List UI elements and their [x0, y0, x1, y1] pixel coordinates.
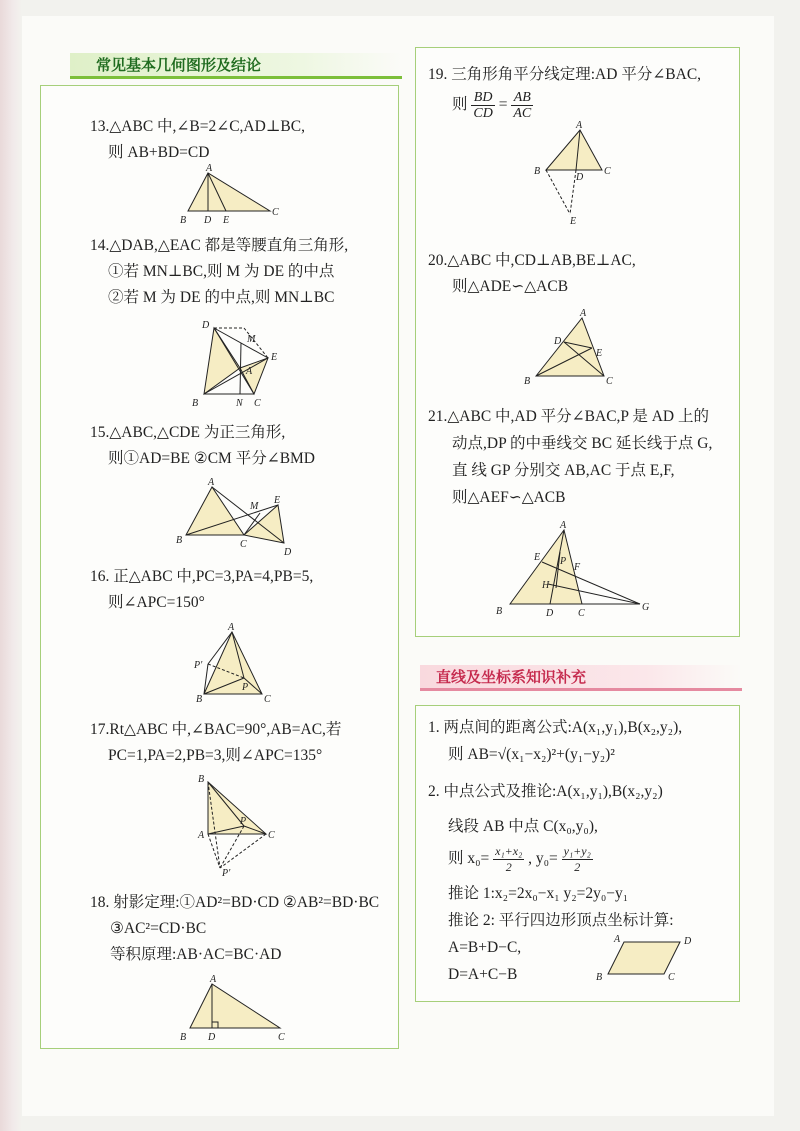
fig15-label-C: C	[240, 539, 247, 550]
parallelogram-figure	[594, 932, 704, 984]
item-21-conclusion: 则△AEF∽△ACB	[452, 489, 566, 506]
fig17-label-P: P	[240, 816, 247, 827]
para-label-C: C	[668, 972, 675, 983]
fig19-label-B: B	[534, 166, 541, 177]
fig14-label-M: M	[247, 334, 256, 345]
fig17-label-C: C	[268, 830, 275, 841]
fig17-label-A: A	[198, 830, 205, 841]
section-heading-geometry: 常见基本几何图形及结论	[70, 53, 402, 79]
fig15-label-A: A	[208, 477, 215, 488]
item-19-equals: =	[498, 96, 508, 113]
distance-formula-title: 1. 两点间的距离公式:A(x₁,y₁),B(x₂,y₂),	[428, 719, 683, 736]
item-20-conclusion: 则△ADE∽△ACB	[452, 278, 569, 295]
item-13-conclusion: 则 AB+BD=CD	[108, 144, 210, 161]
para-label-A: A	[614, 934, 621, 945]
item-18-statement: 18. 射影定理:①AD²=BD·CD ②AB²=BD·BC	[90, 894, 380, 911]
section-heading-coordinates: 直线及坐标系知识补充	[420, 665, 742, 691]
figure-17	[196, 774, 286, 878]
fig13-label-C: C	[272, 207, 279, 218]
fig20-label-D: D	[554, 336, 562, 347]
item-15-statement: 15.△ABC,△CDE 为正三角形,	[90, 424, 286, 441]
fig17-label-B: B	[198, 774, 205, 785]
fig21-label-C: C	[578, 608, 585, 619]
fig20-label-A: A	[580, 308, 587, 319]
item-14-case-1: ①若 MN⊥BC,则 M 为 DE 的中点	[108, 263, 335, 280]
fig14-label-C: C	[254, 398, 261, 409]
fig14-label-D: D	[202, 320, 210, 331]
fig15-label-M: M	[250, 501, 259, 512]
item-17-statement: 17.Rt△ABC 中,∠BAC=90°,AB=AC,若	[90, 721, 342, 738]
item-16-statement: 16. 正△ABC 中,PC=3,PA=4,PB=5,	[90, 568, 314, 585]
fig18-label-C: C	[278, 1032, 285, 1043]
fig16-label-P: P	[242, 682, 249, 693]
fig18-label-D: D	[208, 1032, 216, 1043]
fig21-label-A: A	[560, 520, 567, 531]
para-label-B: B	[596, 972, 603, 983]
item-15-conclusion: 则①AD=BE ②CM 平分∠BMD	[108, 450, 316, 467]
fig16-label-C: C	[264, 694, 271, 705]
fig14-label-A: A	[246, 366, 253, 377]
fig19-label-C: C	[604, 166, 611, 177]
fig20-label-B: B	[524, 376, 531, 387]
fig20-label-C: C	[606, 376, 613, 387]
item-16-conclusion: 则∠APC=150°	[108, 594, 205, 611]
page-edge	[0, 0, 22, 1131]
fig13-label-D: D	[204, 215, 212, 226]
fig19-label-E: E	[570, 216, 577, 227]
item-19-prefix: 则	[452, 96, 468, 113]
item-19-conclusion	[452, 88, 533, 122]
item-14-statement: 14.△DAB,△EAC 都是等腰直角三角形,	[90, 237, 349, 254]
fig21-label-D: D	[546, 608, 554, 619]
corollary-1: 推论 1:x₂=2x₀−x₁ y₂=2y₀−y₁	[448, 885, 629, 902]
fig19-label-D: D	[576, 172, 584, 183]
figure-20	[520, 310, 620, 388]
parallelogram-eq-1: A=B+D−C,	[448, 939, 522, 956]
figure-13	[178, 165, 288, 225]
fig18-label-A: A	[210, 974, 217, 985]
fig19-label-A: A	[576, 120, 583, 131]
fig16-label-B: B	[196, 694, 203, 705]
fig13-label-B: B	[180, 215, 187, 226]
fig21-label-G: G	[642, 602, 650, 613]
midpoint-definition: 线段 AB 中点 C(x₀,y₀),	[448, 818, 598, 835]
fig13-label-E: E	[223, 215, 230, 226]
fig21-label-E: E	[534, 552, 541, 563]
para-label-D: D	[684, 936, 692, 947]
item-20-statement: 20.△ABC 中,CD⊥AB,BE⊥AC,	[428, 252, 636, 269]
fig14-label-B: B	[192, 398, 199, 409]
item-19-statement: 19. 三角形角平分线定理:AD 平分∠BAC,	[428, 66, 702, 83]
item-18-formula-3: ③AC²=CD·BC	[110, 920, 207, 937]
fig21-label-F: F	[574, 562, 581, 573]
fig16-label-P-prime: P'	[194, 660, 203, 671]
item-19-fraction-right: $\frac{AB}{AC}$	[513, 89, 532, 121]
fig17-label-P-prime: P'	[222, 868, 231, 879]
midpoint-formula: 则 x₀= $\frac{\text{x₁+x₂}}{2}$ , y₀= $\frac{\text{y₁+y₂}}{2}$	[448, 843, 591, 874]
figure-19	[532, 120, 622, 227]
item-21-line-2: 动点,DP 的中垂线交 BC 延长线于点 G,	[452, 435, 713, 452]
fig18-label-B: B	[180, 1032, 187, 1043]
fig13-label-A: A	[206, 163, 213, 174]
parallelogram-eq-2: D=A+C−B	[448, 966, 518, 983]
fig15-label-D: D	[284, 547, 292, 558]
distance-formula: 则 AB=√(x₁−x₂)²+(y₁−y₂)²	[448, 746, 615, 763]
item-14-case-2: ②若 M 为 DE 的中点,则 MN⊥BC	[108, 289, 335, 306]
fig21-label-P: P	[560, 556, 567, 567]
fig15-label-B: B	[176, 535, 183, 546]
fig21-label-B: B	[496, 606, 503, 617]
fig21-label-H: H	[542, 580, 550, 591]
midpoint-formula-title: 2. 中点公式及推论:A(x₁,y₁),B(x₂,y₂)	[428, 783, 663, 800]
item-18-area-principle: 等积原理:AB·AC=BC·AD	[110, 946, 282, 963]
figure-16	[188, 622, 288, 704]
fig16-label-A: A	[228, 622, 235, 633]
corollary-2: 推论 2: 平行四边形顶点坐标计算:	[448, 912, 674, 929]
figure-15	[174, 475, 300, 558]
item-19-fraction-left: $\frac{BD}{CD}$	[473, 89, 493, 121]
item-21-line-3: 直 线 GP 分别交 AB,AC 于点 E,F,	[452, 462, 675, 479]
item-13-statement: 13.△ABC 中,∠B=2∠C,AD⊥BC,	[90, 118, 305, 135]
fig14-label-E: E	[271, 352, 278, 363]
item-21-statement: 21.△ABC 中,AD 平分∠BAC,P 是 AD 上的	[428, 408, 709, 425]
figure-14	[192, 318, 292, 410]
figure-21	[494, 518, 660, 620]
item-17-conclusion: PC=1,PA=2,PB=3,则∠APC=135°	[108, 747, 323, 764]
figure-18	[178, 972, 290, 1042]
fig15-label-E: E	[274, 495, 281, 506]
fig20-label-E: E	[596, 348, 603, 359]
fig14-label-N: N	[236, 398, 243, 409]
